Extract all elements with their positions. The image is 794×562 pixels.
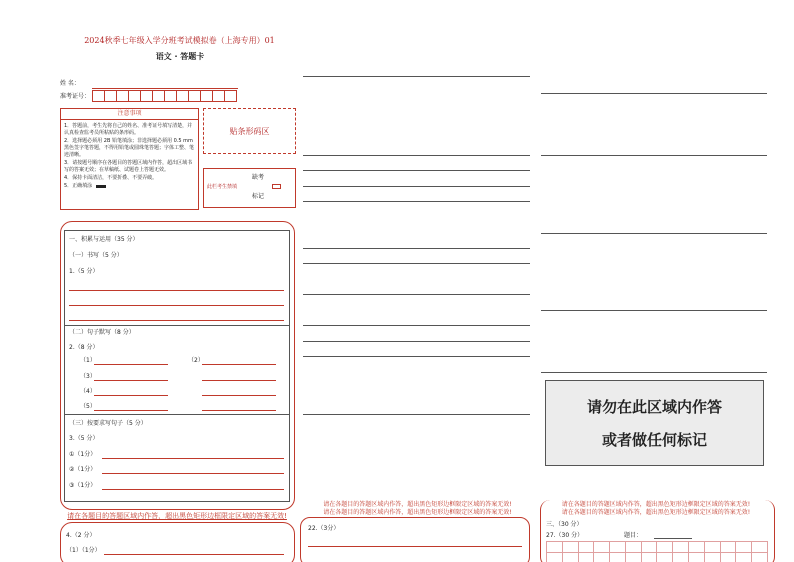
q2-item-5b-line[interactable] (202, 410, 276, 411)
barcode-label: 贴条形码区 (229, 126, 270, 136)
q4-line[interactable] (104, 554, 284, 555)
essay-grid[interactable] (546, 541, 768, 562)
warning-bar: 请在各题目的答题区域内作答，超出黑色矩形边框限定区域的答案无效! (323, 509, 512, 516)
part2-title: （二）句子默写（8 分） (69, 329, 135, 336)
notice-item-1: 1．答题前，考生先将自己的姓名、准考证号填写清楚，并认真检查监考员所粘贴的条形码。 (64, 123, 193, 136)
answer-line[interactable] (303, 201, 530, 202)
section3-title: 三、（30 分） (546, 521, 583, 528)
q2-label: 2.（8 分） (69, 344, 99, 351)
q4-area (60, 522, 295, 562)
q2-item-2-label: （2） (188, 357, 204, 364)
subtitle: 语文 · 答题卡 (155, 52, 205, 61)
topic-field[interactable] (654, 538, 692, 539)
q2-item-1-line[interactable] (94, 364, 168, 365)
name-label: 姓 名： (60, 80, 80, 87)
answer-line[interactable] (303, 186, 530, 187)
answer-line[interactable] (303, 325, 530, 326)
warning-bar: 请在各题目的答题区域内作答，超出黑色矩形边框限定区域的答案无效! (67, 512, 287, 520)
q3-item-2-line[interactable] (102, 473, 284, 474)
barcode-area (203, 108, 296, 154)
q22-line[interactable] (308, 546, 522, 547)
restricted-line-2: 或者做任何标记 (601, 431, 707, 449)
answer-line[interactable] (303, 263, 530, 264)
restricted-area (545, 380, 764, 466)
id-label: 准考证号： (60, 93, 91, 100)
q3-item-2-label: ②（1分） (69, 466, 97, 473)
q4-label: 4.（2 分） (66, 532, 96, 539)
q2-item-5-line[interactable] (94, 410, 168, 411)
notice-title: 注意事项 (61, 109, 198, 120)
answer-line[interactable] (303, 294, 530, 295)
q3-item-3-line[interactable] (102, 489, 284, 490)
restricted-line-1: 请勿在此区域内作答 (586, 398, 722, 416)
absent-label-top: 缺考 (252, 174, 265, 181)
absent-label-bottom: 标记 (252, 193, 265, 200)
answer-line[interactable] (303, 248, 530, 249)
q2-item-4b-line[interactable] (202, 395, 276, 396)
absent-checkbox[interactable] (272, 184, 281, 189)
answer-line[interactable] (541, 93, 767, 94)
notice-item-3: 3．请按题号顺序在各题目的答题区域内作答，超出区域书写的答案无效；在草稿纸、试题卷上答题无效。 (64, 160, 193, 173)
answer-line[interactable] (541, 155, 767, 156)
exam-title: 2024秋季七年级入学分班考试模拟卷（上海专用）01 (84, 36, 275, 45)
q27-label: 27.（30 分） (546, 532, 584, 539)
answer-line[interactable] (303, 76, 530, 77)
q3-item-1-line[interactable] (102, 458, 284, 459)
q2-item-4-line[interactable] (94, 395, 168, 396)
q1-label: 1.（5 分） (69, 268, 99, 275)
answer-line[interactable] (541, 310, 767, 311)
answer-line[interactable] (303, 414, 530, 415)
q2-item-3-label: （3） (80, 373, 96, 380)
notice-item-2: 2．选择题必须用 2B 铅笔填涂；非选择题必须用 0.5 mm 黑色签字笔答题，不得用铅笔或圆珠笔答题；字体工整、笔迹清晰。 (64, 138, 195, 158)
section1-title: 一、积累与运用（35 分） (69, 236, 139, 243)
divider (64, 414, 290, 415)
answer-line[interactable] (541, 372, 767, 373)
q2-item-3b-line[interactable] (202, 380, 276, 381)
warning-bar: 请在各题目的答题区域内作答，超出黑色矩形边框限定区域的答案无效! (561, 501, 751, 508)
q2-item-5-label: （5） (80, 403, 96, 410)
topic-label: 题目： (624, 532, 643, 539)
id-boxes[interactable] (92, 90, 237, 102)
absent-note: 此栏考生禁填 (207, 184, 238, 190)
q3-item-3-label: ③（1分） (69, 482, 97, 489)
q22-area (300, 517, 530, 562)
filled-mark-icon (96, 185, 106, 188)
q1-line-2[interactable] (69, 305, 284, 306)
notice-item-5: 5．正确填涂 (64, 183, 93, 189)
answer-line[interactable] (303, 356, 530, 357)
q2-item-4-label: （4） (80, 388, 96, 395)
q3-item-1-label: ①（1分） (69, 451, 97, 458)
part3-title: （三）按要求写句子（5 分） (69, 420, 147, 427)
warning-bar: 请在各题目的答题区域内作答，超出黑色矩形边框限定区域的答案无效! (323, 501, 512, 508)
q2-item-3-line[interactable] (94, 380, 168, 381)
divider (64, 325, 290, 326)
q3-label: 3.（5 分） (69, 435, 99, 442)
answer-line[interactable] (541, 233, 767, 234)
q2-item-2-line[interactable] (202, 364, 276, 365)
q22-label: 22.（3分） (308, 525, 340, 532)
notice-item-4: 4．保持卡面清洁，不要折叠、不要弄破。 (64, 175, 158, 181)
name-field[interactable] (92, 88, 238, 89)
absent-box (203, 168, 296, 208)
notice-box (60, 108, 199, 210)
answer-line[interactable] (303, 341, 530, 342)
q2-item-1-label: （1） (80, 357, 96, 364)
q1-line-1[interactable] (69, 290, 284, 291)
answer-line[interactable] (303, 170, 530, 171)
q1-line-3[interactable] (69, 320, 284, 321)
part1-title: （一）书写（5 分） (69, 252, 123, 259)
q4-sub-label: （1）（1分） (66, 547, 101, 554)
answer-line[interactable] (303, 155, 530, 156)
warning-bar: 请在各题目的答题区域内作答，超出黑色矩形边框限定区域的答案无效! (561, 509, 751, 516)
